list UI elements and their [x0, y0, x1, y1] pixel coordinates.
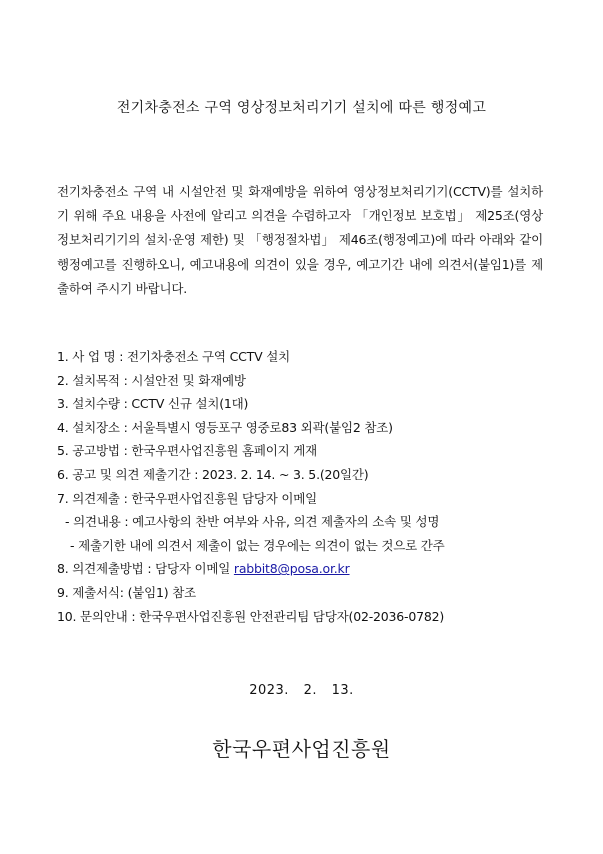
organization-name: 한국우편사업진흥원 [212, 737, 391, 761]
list-sub-item: - 의견내용 : 예고사항의 찬반 여부와 사유, 의견 제출자의 소속 및 성명 [65, 514, 440, 530]
list-item: 3. 설치수량 : CCTV 신규 설치(1대) [57, 396, 249, 412]
notice-item-list [57, 345, 557, 628]
list-item: 10. 문의안내 : 한국우편사업진흥원 안전관리팀 담당자(02-2036-0782) [57, 608, 445, 624]
list-item: 2. 설치목적 : 시설안전 및 화재예방 [57, 372, 246, 388]
list-item: 6. 공고 및 의견 제출기간 : 2023. 2. 14. ~ 3. 5.(20일간) [57, 466, 369, 482]
list-item: 1. 사 업 명 : 전기차충전소 구역 CCTV 설치 [57, 349, 290, 364]
list-item-email [57, 557, 557, 581]
email-method-label: 8. 의견제출방법 : 담당자 이메일 [57, 561, 234, 577]
list-sub-item: - 제출기한 내에 의견서 제출이 없는 경우에는 의견이 없는 것으로 간주 [70, 537, 445, 553]
email-link[interactable]: rabbit8@posa.or.kr [233, 561, 350, 577]
document-date: 2023. 2. 13. [249, 683, 354, 698]
list-item: 5. 공고방법 : 한국우편사업진흥원 홈페이지 게재 [57, 443, 318, 459]
list-item: 4. 설치장소 : 서울특별시 영등포구 영중로83 외곽(붙임2 참조) [57, 419, 393, 435]
document-title: 전기차충전소 구역 영상정보처리기기 설치에 따른 행정예고 [116, 100, 487, 116]
list-item: 9. 제출서식: (붙임1) 참조 [57, 584, 196, 600]
intro-paragraph: 전기차충전소 구역 내 시설안전 및 화재예방을 위하여 영상정보처리기기(CCTV)를 설치하기 위해 주요 내용을 사전에 알리고 의견을 수렴하고자 「개인정보 보호법」 제25조(영상정보처리기기의 설치·운영 제한) 및 「행정절차법」 제46조(행정예고)에 따라 아래와 같이 행정예고를 진행하오니, 예고내용에 의견이 있을 경우, 예고기간 내에 의견서(붙임1)를 제출하여 주시기 바랍니다. [57, 184, 543, 296]
list-item: 7. 의견제출 : 한국우편사업진흥원 담당자 이메일 [57, 490, 318, 506]
